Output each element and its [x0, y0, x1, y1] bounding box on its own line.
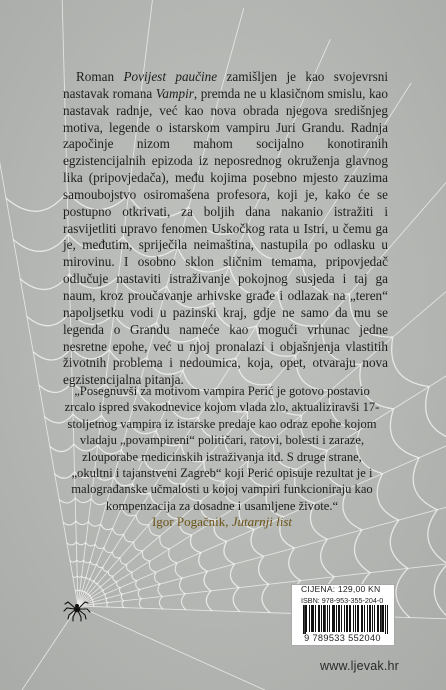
spider-icon — [62, 594, 92, 624]
blurb-text: Roman — [76, 69, 124, 84]
quote-text: „Posegnuvši za motivom vampira Perić je gotovo postavio zrcalo ispred svakodnevice kojom vlada zlo, aktualiziravši 17-stoljetnog vampira iz istarske predaje kao odraz epohe kojom vladaju „povampireni“ političari, ratovi, bolesti i zaraze, zlouporabe medicinskih istraživanja itd. S druge strane, „okultni i tajanstveni Zagreb“ koji Perić opisuje rezultat je i malograđanske učmalosti u kojoj vampiri funkcioniraju kao kompenzacija za dosadne i usamljene živote.“ — [64, 384, 380, 513]
quote-attribution: Igor Pogačnik, Jutarnji list — [151, 514, 293, 530]
blurb-text: , premda ne u klasičnom smislu, kao nastavak radnje, već kao nova obrada njegova središnjeg motiva, legende o istarskom vampiru Juri Grandu. Radnja započinje nizom mahom socijalno konotiranih egzistencijalnih epizoda iz neposrednog okruženja glavnog lika (pripovjedača), među kojima posebno mjesto zauzima samoubojstvo osiromašena profesora, koji je, kako će se postupno otkrivati, za boljih dana nakanio istražiti i rasvijetliti upravo fenomen Uskočkog rata u Istri, u čemu ga je, međutim, spriječila neimaština, nastupila po odlasku u mirovinu. I osobno sklon sličnim temama, pripovjedač odlučuje nastaviti istraživanje pokojnog susjeda i taj ga naum, kroz proučavanje arhivske građe i odlazak na „teren“ napoljsetku vodi u pazinski kraj, gdje ne samo da mu se legenda o Grandu nameće kao mogući vrhunac jedne nesretne epohe, već u njoj pronalazi i objašnjenja vlastitih životnih problema i nedoumica, koja, opet, otvaraju nova egzistencijalna pitanja. — [63, 85, 388, 388]
quote-source: Jutarnji list — [231, 514, 293, 530]
quote-author: Igor Pogačnik — [151, 514, 226, 530]
blurb-text: zamišljen je kao svojevrsni nastavak romana — [63, 69, 388, 101]
isbn-barcode — [303, 605, 388, 634]
review-quote — [64, 383, 380, 531]
barcode-digits: 9 789533 552040 — [304, 633, 381, 643]
isbn-label: ISBN: 978-953-355-204-0 — [301, 596, 384, 605]
book-title: Povijest paučine — [123, 69, 218, 84]
prequel-title: Vampir — [155, 85, 194, 101]
price-label: CIJENA: 129,00 KN — [301, 584, 381, 594]
publisher-url: www.ljevak.hr — [320, 659, 400, 673]
back-cover-blurb — [63, 69, 388, 389]
